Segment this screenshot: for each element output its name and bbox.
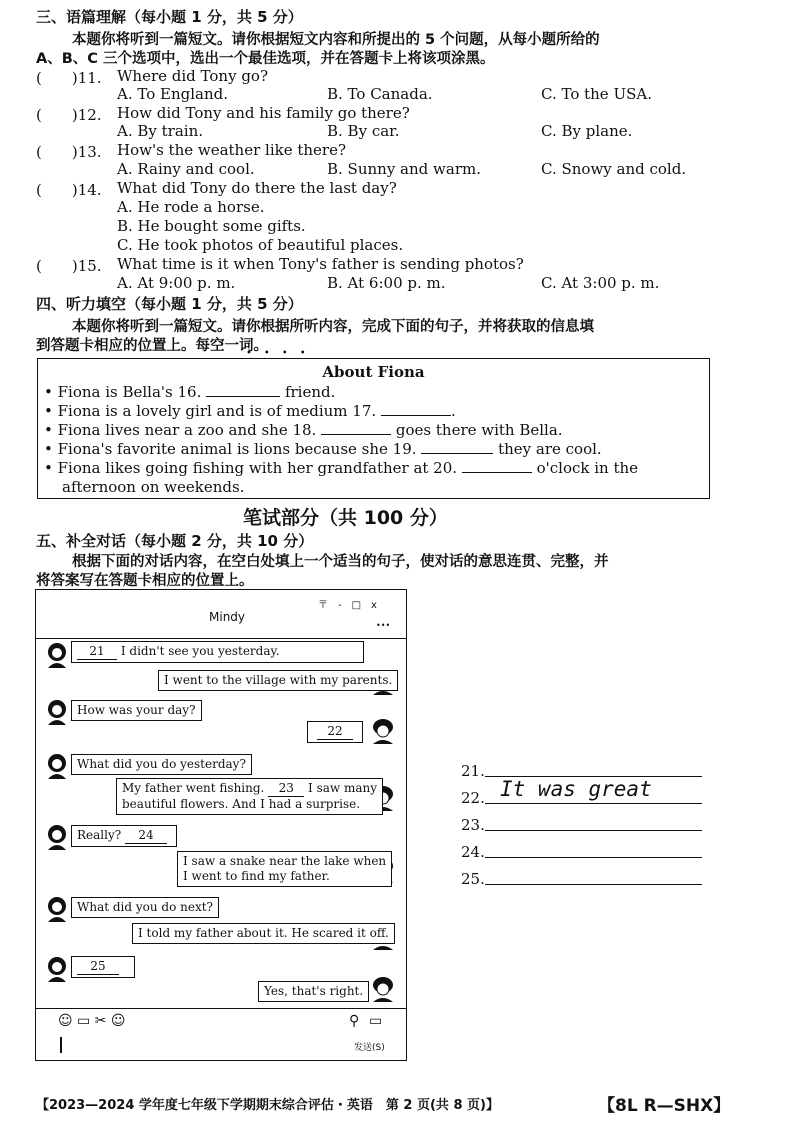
option-a[interactable]: A. To England. bbox=[117, 85, 228, 103]
message-text: I saw many bbox=[308, 781, 378, 795]
chat-header bbox=[36, 590, 406, 639]
item-text: • Fiona is a lovely girl and is of medium 17. bbox=[44, 402, 377, 420]
chat-message-23 bbox=[116, 778, 383, 815]
item-text: • Fiona is Bella's 16. bbox=[44, 383, 202, 401]
avatar-left-icon bbox=[45, 956, 69, 982]
section5-instruction-2: 将答案写在答题卡相应的位置上。 bbox=[36, 573, 254, 589]
box-title: About Fiona bbox=[322, 363, 425, 381]
chat-message: How was your day? bbox=[71, 700, 202, 721]
blank-19[interactable] bbox=[421, 440, 493, 454]
option-c[interactable]: C. At 3:00 p. m. bbox=[541, 274, 660, 292]
blank-21[interactable]: 21 bbox=[77, 644, 117, 660]
answer-line-22[interactable] bbox=[485, 802, 702, 804]
fill-item-19 bbox=[44, 440, 602, 458]
footer-left: 【2023—2024 学年度七年级下学期期末综合评估・英语 第 2 页(共 8 页)】 bbox=[36, 1098, 499, 1113]
footer-code: 【8L R—SHX】 bbox=[598, 1096, 731, 1116]
emphasis-dots: •••• bbox=[246, 348, 318, 359]
item-text: • Fiona's favorite animal is lions because she 19. bbox=[44, 440, 417, 458]
chat-message: I told my father about it. He scared it off. bbox=[132, 923, 395, 944]
fill-item-16 bbox=[44, 383, 335, 401]
question-number[interactable]: ( )12. bbox=[36, 106, 102, 124]
option-c[interactable]: C. To the USA. bbox=[541, 85, 652, 103]
question-number[interactable]: ( )15. bbox=[36, 257, 102, 275]
option-b[interactable]: B. Sunny and warm. bbox=[327, 160, 481, 178]
answer-line-25[interactable] bbox=[485, 883, 702, 885]
avatar-left-icon bbox=[45, 896, 69, 922]
microphone-icon[interactable]: ⚲ bbox=[349, 1013, 360, 1029]
question-text: How did Tony and his family go there? bbox=[117, 104, 410, 122]
avatar-left-icon bbox=[45, 642, 69, 668]
option-c[interactable]: C. Snowy and cold. bbox=[541, 160, 687, 178]
question-text: How's the weather like there? bbox=[117, 141, 347, 159]
message-text: beautiful flowers. And I had a surprise. bbox=[122, 797, 361, 811]
question-number[interactable]: ( )14. bbox=[36, 181, 102, 199]
option-c[interactable]: C. By plane. bbox=[541, 122, 633, 140]
more-options-icon[interactable]: ••• bbox=[376, 621, 391, 630]
answer-line-23[interactable] bbox=[485, 829, 702, 831]
blank-23[interactable]: 23 bbox=[268, 781, 304, 797]
question-text: What time is it when Tony's father is sending photos? bbox=[117, 255, 524, 273]
answer-label-21: 21. bbox=[461, 762, 485, 780]
text-cursor[interactable] bbox=[60, 1037, 62, 1053]
chat-message: Yes, that's right. bbox=[258, 981, 369, 1002]
fill-item-20 bbox=[44, 459, 638, 477]
about-fiona-box bbox=[37, 358, 710, 499]
item-text: friend. bbox=[284, 383, 336, 401]
option-a[interactable]: A. By train. bbox=[117, 122, 204, 140]
fill-item-17 bbox=[44, 402, 456, 420]
section4-instruction-2: 到答题卡相应的位置上。每空一词。 bbox=[36, 338, 268, 354]
option-b[interactable]: B. He bought some gifts. bbox=[117, 217, 306, 235]
section5-heading: 五、补全对话（每小题 2 分，共 10 分） bbox=[36, 532, 314, 550]
avatar-left-icon bbox=[45, 824, 69, 850]
fill-item-20-continued: afternoon on weekends. bbox=[62, 478, 245, 496]
chat-message-21 bbox=[71, 641, 364, 663]
question-number[interactable]: ( )11. bbox=[36, 69, 102, 87]
message-text: My father went fishing. bbox=[122, 781, 265, 795]
chat-window bbox=[35, 589, 407, 1061]
item-text: they are cool. bbox=[498, 440, 602, 458]
chat-message bbox=[177, 851, 392, 887]
chat-message: What did you do next? bbox=[71, 897, 219, 918]
option-b[interactable]: B. By car. bbox=[327, 122, 400, 140]
answer-value-22[interactable]: It was great bbox=[500, 777, 652, 801]
chat-message: I went to the village with my parents. bbox=[158, 670, 398, 691]
blank-17[interactable] bbox=[381, 402, 451, 416]
message-text: Really? bbox=[77, 828, 122, 842]
section3-instruction-1: 本题你将听到一篇短文。请你根据短文内容和所提出的 5 个问题，从每小题所给的 bbox=[72, 32, 600, 48]
chat-message-25 bbox=[71, 956, 135, 978]
option-c[interactable]: C. He took photos of beautiful places. bbox=[117, 236, 404, 254]
blank-25[interactable]: 25 bbox=[77, 959, 119, 975]
blank-16[interactable] bbox=[206, 383, 280, 397]
written-part-title: 笔试部分（共 100 分） bbox=[243, 507, 448, 529]
emoji-toolbar-icons[interactable]: ☺ ▭ ✂ ☺ bbox=[58, 1013, 126, 1029]
blank-20[interactable] bbox=[462, 459, 532, 473]
section4-instruction-1: 本题你将听到一篇短文。请你根据所听内容，完成下面的句子，并将获取的信息填 bbox=[72, 319, 594, 335]
section3-instruction-2: A、B、C 三个选项中，选出一个最佳选项，并在答题卡上将该项涂黑。 bbox=[36, 51, 495, 67]
contact-name: Mindy bbox=[209, 610, 246, 624]
send-button[interactable]: 发送(S) bbox=[354, 1043, 385, 1053]
item-text: . bbox=[450, 402, 456, 420]
blank-24[interactable]: 24 bbox=[125, 828, 167, 844]
blank-18[interactable] bbox=[321, 421, 391, 435]
option-a[interactable]: A. Rainy and cool. bbox=[117, 160, 255, 178]
answer-label-24: 24. bbox=[461, 843, 485, 861]
chat-message-22 bbox=[307, 721, 363, 743]
answer-label-22: 22. bbox=[461, 789, 485, 807]
answer-label-25: 25. bbox=[461, 870, 485, 888]
section5-instruction-1: 根据下面的对话内容，在空白处填上一个适当的句子，使对话的意思连贯、完整，并 bbox=[72, 554, 609, 570]
avatar-right-icon bbox=[371, 718, 395, 744]
message-text: I went to find my father. bbox=[183, 869, 330, 883]
option-b[interactable]: B. At 6:00 p. m. bbox=[327, 274, 446, 292]
chat-message: What did you do yesterday? bbox=[71, 754, 252, 775]
option-a[interactable]: A. At 9:00 p. m. bbox=[117, 274, 236, 292]
question-text: What did Tony do there the last day? bbox=[117, 179, 397, 197]
item-text: • Fiona lives near a zoo and she 18. bbox=[44, 421, 317, 439]
answer-line-24[interactable] bbox=[485, 856, 702, 858]
avatar-left-icon bbox=[45, 699, 69, 725]
option-a[interactable]: A. He rode a horse. bbox=[117, 198, 265, 216]
item-text: goes there with Bella. bbox=[395, 421, 563, 439]
section4-heading: 四、听力填空（每小题 1 分，共 5 分） bbox=[36, 295, 303, 313]
item-text: • Fiona likes going fishing with her grandfather at 20. bbox=[44, 459, 458, 477]
question-number[interactable]: ( )13. bbox=[36, 143, 102, 161]
message-text: I didn't see you yesterday. bbox=[120, 644, 280, 658]
item-text: o'clock in the bbox=[536, 459, 639, 477]
video-call-icon[interactable]: ▭ bbox=[369, 1013, 383, 1029]
chat-input-divider bbox=[36, 1008, 406, 1009]
message-text: I saw a snake near the lake when bbox=[183, 854, 387, 868]
blank-22[interactable]: 22 bbox=[317, 724, 353, 740]
question-text: Where did Tony go? bbox=[117, 67, 268, 85]
avatar-left-icon bbox=[45, 753, 69, 779]
window-controls[interactable]: 〒 - □ x bbox=[318, 600, 377, 611]
chat-message-24 bbox=[71, 825, 177, 847]
answer-label-23: 23. bbox=[461, 816, 485, 834]
fill-item-18 bbox=[44, 421, 563, 439]
avatar-right-icon bbox=[371, 976, 395, 1002]
section3-heading: 三、语篇理解（每小题 1 分，共 5 分） bbox=[36, 8, 303, 26]
option-b[interactable]: B. To Canada. bbox=[327, 85, 433, 103]
